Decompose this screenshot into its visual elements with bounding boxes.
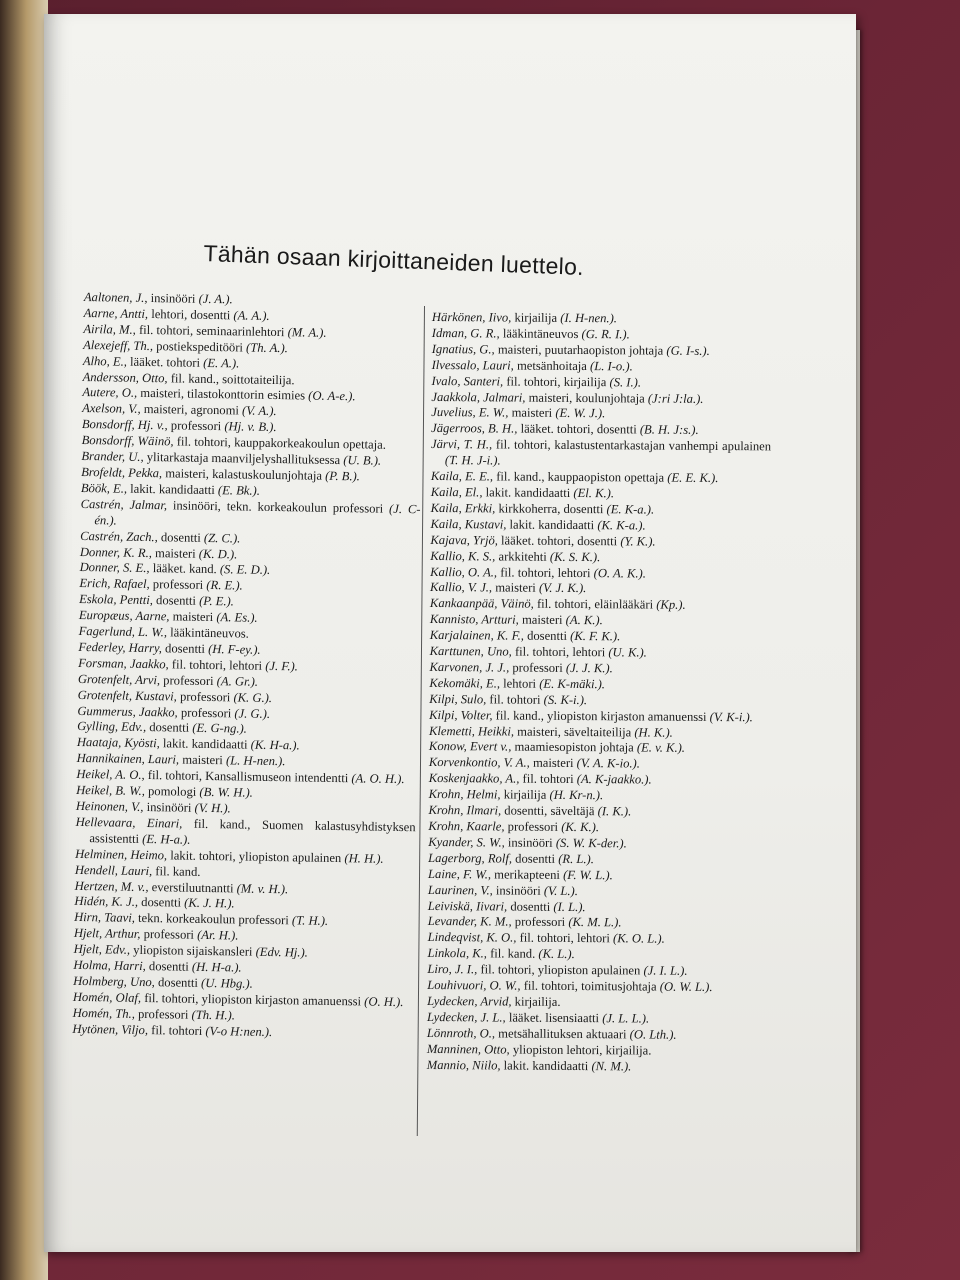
contributor-title: yliopiston sijaiskansleri: [129, 942, 256, 959]
contributor-name: Brander, U.,: [81, 449, 144, 465]
contributor-title: dosentti, säveltäjä: [501, 803, 598, 819]
contributor-name: Lagerborg, Rolf,: [428, 850, 513, 866]
contributor-title: maisteri: [518, 612, 566, 628]
contributor-name: Erich, Rafael,: [79, 576, 150, 592]
contributor-title: lääket. tohtori, dosentti: [497, 533, 621, 549]
contributor-abbreviation: (V-o H:nen.).: [205, 1023, 273, 1039]
contributor-abbreviation: (Th. H.).: [191, 1007, 236, 1023]
contributor-abbreviation: (E. H-a.).: [142, 831, 191, 847]
contributor-title: professori: [167, 418, 225, 434]
contributor-abbreviation: (K. H-a.).: [250, 738, 300, 753]
contributor-abbreviation: (V. K-i.).: [709, 709, 753, 724]
contributor-abbreviation: (U. K.).: [608, 645, 647, 660]
contributor-title: fil. kand., soittotaiteilija.: [167, 370, 295, 387]
contributor-abbreviation: (Edv. Hj.).: [255, 944, 308, 960]
contributor-name: Federley, Harry,: [78, 639, 163, 656]
contributor-name: Kilpi, Sulo,: [429, 691, 487, 707]
contributor-name: Kallio, K. S.,: [430, 548, 496, 564]
contributor-title: kirjailija.: [511, 994, 561, 1009]
contributors-list-left: [72, 290, 424, 1043]
contributor-title: dosentti: [145, 959, 193, 974]
contributor-name: Kallio, O. A.,: [430, 564, 498, 579]
contributor-title: fil. kand.: [152, 863, 201, 879]
contributor-title: dosentti: [157, 529, 205, 545]
contributor-name: Karttunen, Uno,: [429, 644, 512, 659]
contributor-name: Kilpi, Volter,: [429, 707, 493, 723]
contributor-name: Hidén, K. J.,: [74, 894, 139, 910]
contributor-abbreviation: (A. K.).: [565, 613, 603, 628]
contributor-title: kirjailija: [511, 310, 561, 325]
contributor-title: fil. kand., Suomen kalastusyhdistyksen assistentti: [89, 816, 416, 846]
contributor-title: metsähallituksen aktuaari: [495, 1026, 630, 1042]
contributor-title: maamiesopiston johtaja: [511, 740, 637, 755]
contributor-name: Hytönen, Viljo,: [72, 1021, 149, 1037]
contributor-abbreviation: (J. G.).: [234, 705, 271, 721]
contributor-abbreviation: (J. A.).: [198, 291, 233, 307]
contributor-title: lääkintäneuvos.: [166, 625, 249, 641]
contributor-name: Heikel, B. W.,: [76, 783, 146, 799]
contributor-name: Gylling, Edv.,: [77, 719, 147, 735]
contributor-abbreviation: (E. K-a.).: [606, 502, 655, 517]
contributor-abbreviation: (K. J. H.).: [184, 896, 235, 911]
contributor-title: maisteri: [169, 609, 217, 625]
contributor-abbreviation: (Ar. H.).: [197, 928, 239, 943]
contributor-name: Laurinen, V.,: [427, 882, 493, 898]
contributor-name: Lönnroth, O.,: [426, 1025, 496, 1041]
contributor-title: maisteri, tilastokonttorin esimies: [137, 386, 309, 403]
contributor-title: fil. tohtori, lehtori: [511, 644, 609, 660]
contributor-title: fil. tohtori, Kansallismuseon intendentti: [144, 768, 352, 786]
contributor-abbreviation: (Th. A.).: [246, 340, 288, 355]
contributor-abbreviation: (O. A-e.).: [308, 388, 356, 404]
contributor-name: Aarne, Antti,: [83, 305, 149, 321]
contributor-abbreviation: (A. O. H.).: [351, 771, 405, 787]
contributor-name: Alexejeff, Th.,: [83, 337, 154, 353]
contributor-abbreviation: (El. K.).: [573, 485, 615, 501]
contributor-title: fil. tohtori, lehtori: [497, 564, 594, 580]
contributor-name: Ignatius, G.,: [431, 341, 495, 357]
contributor-title: fil. tohtori: [486, 692, 544, 707]
contributor-title: professori: [140, 927, 198, 943]
contributor-name: Kaila, Kustavi,: [430, 516, 507, 532]
contributor-abbreviation: (J. J. K.).: [565, 660, 613, 676]
contributor-title: professori: [134, 1006, 192, 1022]
contributor-title: insinööri, tekn. korkeakoulun professori: [166, 498, 390, 516]
contributor-title: fil. tohtori, kalastustentarkastajan vanhempi apulainen: [492, 437, 772, 454]
contributor-title: lakit. kandidaatti: [506, 517, 598, 532]
contributor-name: Karvonen, J. J.,: [429, 659, 510, 675]
contributor-title: maisteri, kalastuskoulunjohtaja: [162, 466, 326, 483]
contributor-abbreviation: (Z. C.).: [203, 530, 241, 546]
contributor-abbreviation: (H. F-ey.).: [208, 641, 261, 657]
contributor-title: insinööri: [492, 883, 544, 898]
contributor-abbreviation: (O. W. L.).: [659, 979, 713, 995]
contributors-list-right: [427, 310, 772, 1076]
contributor-title: dosentti: [137, 895, 185, 911]
contributor-name: Kannisto, Artturi,: [429, 612, 519, 627]
contributor-abbreviation: (K. M. L.).: [568, 915, 622, 930]
contributor-title: everstiluutnantti: [148, 879, 237, 896]
contributor-name: Kaila, El.,: [430, 484, 483, 500]
contributor-title: lakit. kandidaatti: [159, 736, 251, 753]
contributor-abbreviation: (E. K-mäki.).: [539, 676, 606, 692]
contributor-abbreviation: (E. A.).: [203, 355, 240, 371]
contributor-abbreviation: (A. A.).: [233, 308, 270, 323]
contributor-title: professori: [159, 672, 217, 688]
contributor-name: Karjalainen, K. F.,: [429, 628, 525, 643]
contributor-name: Manninen, Otto,: [426, 1041, 510, 1057]
contributor-name: Ilvessalo, Lauri,: [431, 357, 514, 373]
contributor-abbreviation: (F. W. L.).: [563, 867, 613, 882]
contributor-name: Härkönen, Iivo,: [431, 310, 512, 325]
contributor-title: lääket. lisensiaatti: [505, 1010, 603, 1026]
contributor-abbreviation: (E. G-ng.).: [192, 721, 247, 737]
contributor-title: maisteri: [179, 752, 227, 768]
contributor-name: Bonsdorff, Wäinö,: [81, 433, 174, 449]
contributor-title: yliopiston lehtori, kirjailija.: [509, 1042, 652, 1058]
contributor-title: maisteri, koulunjohtaja: [525, 390, 648, 406]
contributor-title: maisteri: [151, 545, 199, 561]
contributor-name: Helminen, Heimo,: [75, 846, 168, 863]
contributor-title: lehtori, dosentti: [148, 306, 234, 323]
contributor-name: Hjelt, Edv.,: [73, 942, 131, 957]
contributor-abbreviation: (V. J. K.).: [538, 581, 587, 596]
contributor-title: , insinööri: [144, 290, 199, 306]
contributor-abbreviation: (A. Es.).: [216, 610, 258, 625]
contributor-title: arkkitehti: [495, 549, 550, 564]
contributor-name: Andersson, Otto,: [82, 369, 168, 385]
contributor-name: Levander, K. M.,: [427, 914, 512, 930]
contributor-name: Kankaanpää, Väinö,: [429, 596, 534, 612]
contributor-name: Autere, O.,: [82, 385, 138, 401]
contributor-title: maisteri, säveltaiteilija: [513, 724, 635, 739]
contributor-title: insinööri: [504, 835, 556, 850]
contributor-name: Airila, M.,: [83, 321, 136, 337]
contributor-title: lääkintäneuvos: [499, 326, 582, 341]
contributor-abbreviation: (J. C-én.).: [94, 501, 421, 528]
contributor-name: Holma, Harri,: [73, 957, 146, 974]
contributor-title: professori: [504, 819, 562, 834]
contributor-title: professori: [149, 577, 207, 593]
contributor-name: Castrén, Jalmar,: [80, 496, 168, 513]
contributor-name: Holmberg, Uno,: [73, 973, 155, 990]
contributor-title: fil. tohtori, lehtori: [516, 930, 614, 946]
contributor-abbreviation: (A. K-jaakko.).: [576, 772, 652, 787]
contributor-name: Grotenfelt, Arvi,: [77, 671, 161, 687]
contributor-abbreviation: (J. I. L.).: [643, 963, 688, 978]
contributor-title: fil. tohtori, lehtori: [168, 657, 266, 673]
contributor-name: Lydecken, Arvid,: [427, 993, 512, 1009]
contributor-abbreviation: (E. Bk.).: [217, 483, 261, 498]
contributor-name: Castrén, Zach.,: [80, 528, 158, 544]
contributor-name: Koskenjaakko, A.,: [428, 771, 520, 786]
contributor-abbreviation: (H. K.).: [634, 724, 673, 740]
contributor-name: Hjelt, Arthur,: [73, 926, 141, 942]
contributor-name: Liro, J. I.,: [427, 962, 478, 977]
contributor-title: professori: [176, 689, 234, 705]
contributor-title: merikapteeni: [490, 867, 564, 882]
contributor-title: dosentti: [146, 720, 193, 736]
contributor-abbreviation: (J:ri J:la.).: [647, 391, 704, 406]
contributor-name: Gummerus, Jaakko,: [77, 703, 178, 720]
contributor-abbreviation: (S. W. K-der.).: [555, 835, 627, 851]
contributor-name: Louhivuori, O. W.,: [427, 978, 521, 993]
contributor-entry: [431, 437, 771, 471]
contributor-title: maisteri, agronomi: [140, 402, 243, 418]
contributor-abbreviation: (O. H.).: [364, 994, 404, 1009]
contributor-name: Ivalo, Santeri,: [431, 373, 504, 389]
contributor-title: insinööri: [143, 799, 195, 815]
contributor-name: Hannikainen, Lauri,: [76, 751, 180, 767]
contributor-abbreviation: (G. I-s.).: [666, 343, 710, 358]
contributor-abbreviation: (K. S. K.).: [549, 549, 601, 564]
contributor-name: Kallio, V. J.,: [430, 580, 493, 595]
contributor-abbreviation: (J. L. L.).: [602, 1011, 650, 1026]
contributor-title: fil. tohtori, kauppakorkeakoulun opettaja.: [173, 434, 387, 452]
contributor-abbreviation: (K. F. K.).: [570, 629, 621, 644]
contributor-name: Homén, Th.,: [72, 1005, 136, 1021]
contributor-abbreviation: (I. L.).: [553, 899, 586, 914]
contributor-title: professori: [177, 705, 235, 720]
contributor-title: pomologi: [144, 784, 200, 799]
contributor-name: Mannio, Niilo,: [426, 1057, 501, 1073]
contributor-entry: [75, 815, 415, 852]
contributor-abbreviation: (J. F.).: [265, 658, 299, 674]
contributor-name: Krohn, Ilmari,: [428, 803, 502, 818]
book-page: [44, 14, 856, 1252]
contributor-title: kirkkoherra, dosentti: [495, 501, 607, 517]
contributor-name: Laine, F. W.,: [428, 866, 492, 882]
contributor-name: Kyander, S. W.,: [428, 834, 505, 850]
contributor-abbreviation: (K. D.).: [198, 546, 238, 561]
contributor-name: Heinonen, V.,: [75, 798, 144, 814]
contributor-name: Brofeldt, Pekka,: [81, 464, 163, 481]
contributor-abbreviation: (E. v. K.).: [636, 740, 686, 756]
contributor-abbreviation: (O. Lth.).: [629, 1027, 677, 1042]
contributor-title: fil. tohtori, toimitusjohtaja: [520, 978, 660, 994]
contributor-title: ylitarkastaja maanviljelyshallituksessa: [143, 450, 344, 468]
contributor-name: Fagerlund, L. W.,: [78, 623, 168, 640]
contributor-name: Idman, G. R.,: [431, 325, 500, 341]
contributor-abbreviation: (S. E. D.).: [219, 562, 271, 578]
page-title: Tähän osaan kirjoittaneiden luettelo.: [203, 240, 585, 280]
contributor-name: Klemetti, Heikki,: [429, 723, 515, 739]
contributor-name: Hellevaara, Einari,: [75, 814, 183, 831]
contributor-title: lakit. kandidaatti: [482, 485, 574, 500]
contributor-abbreviation: (P. B.).: [325, 468, 360, 484]
contributor-abbreviation: (G. R. I.).: [581, 326, 630, 342]
contributor-name: Lydecken, J. L.,: [427, 1009, 506, 1025]
contributor-abbreviation: (P. E.).: [199, 594, 234, 609]
contributor-name: Donner, K. R.,: [79, 544, 153, 560]
contributor-name: Europæus, Aarne,: [78, 608, 170, 624]
contributor-abbreviation: (N. M.).: [591, 1058, 632, 1074]
contributor-title: dosentti: [523, 628, 571, 644]
contributor-name: Homén, Olaf,: [72, 989, 142, 1005]
contributor-title: dosentti: [152, 593, 200, 609]
contributor-abbreviation: (U. B.).: [343, 453, 382, 468]
contributor-name: Järvi, T. H.,: [431, 437, 493, 452]
contributor-title: fil. tohtori, kirjailija: [503, 374, 610, 389]
contributor-abbreviation: (Y. K.).: [620, 534, 656, 549]
contributor-title: maisteri: [492, 580, 540, 596]
contributor-title: maisteri, puutarhaopiston johtaja: [494, 342, 667, 358]
contributor-name: Eskola, Pentti,: [79, 592, 154, 608]
contributor-name: Linkola, K.,: [427, 946, 488, 961]
contributor-title: lakit. kandidaatti: [126, 481, 219, 498]
contributor-title: lehtori: [500, 676, 540, 691]
contributor-title: lääket. tohtori, dosentti: [517, 421, 640, 437]
contributor-abbreviation: (T. H.).: [291, 913, 329, 929]
contributor-abbreviation: (B. H. J:s.).: [639, 422, 699, 438]
contributor-abbreviation: (K. G.).: [233, 690, 273, 705]
contributor-name: Böök, E.,: [80, 480, 128, 496]
contributor-abbreviation: (V. A.).: [241, 403, 277, 419]
contributor-abbreviation: (Kp.).: [656, 597, 686, 613]
contributor-abbreviation: (V. A. K-io.).: [576, 756, 640, 771]
contributor-name: Leiviskä, Iivari,: [427, 898, 508, 914]
contributor-abbreviation: (H. H.).: [344, 850, 384, 866]
contributor-entry: [427, 1058, 767, 1076]
contributor-title: fil. tohtori: [147, 1022, 206, 1038]
contributor-name: Kaila, E. E.,: [430, 469, 494, 484]
contributor-title: lakit. kandidaatti: [500, 1058, 592, 1073]
contributor-abbreviation: (K. K.).: [561, 819, 600, 835]
contributor-abbreviation: (V. H.).: [194, 800, 231, 816]
contributor-name: Hirn, Taavi,: [74, 910, 136, 926]
contributor-title: lääket. tohtori: [126, 354, 204, 370]
contributor-name: Hendell, Lauri,: [74, 862, 153, 878]
contributor-title: lakit. tohtori, yliopiston apulainen: [167, 848, 345, 865]
contributor-name: Krohn, Helmi,: [428, 787, 501, 802]
contributor-title: dosentti: [154, 975, 202, 990]
contributor-name: Juvelius, E. W.,: [431, 405, 509, 420]
contributor-name: Konow, Evert v.,: [428, 739, 512, 755]
contributor-name: Haataja, Kyösti,: [76, 735, 160, 751]
contributor-abbreviation: (H. Kr-n.).: [549, 788, 604, 803]
contributor-name: Alho, E.,: [82, 353, 128, 369]
contributor-abbreviation: (K. L.).: [538, 947, 575, 962]
contributor-abbreviation: (E. W. J.).: [555, 406, 606, 421]
contributor-abbreviation: (I. H-nen.).: [560, 310, 618, 326]
contributor-title: professori: [509, 660, 566, 675]
contributor-abbreviation: (O. A. K.).: [593, 565, 646, 580]
contributor-abbreviation: (M. v. H.).: [236, 881, 289, 896]
contributor-title: fil. kand.: [486, 946, 539, 962]
contributor-title: fil. tohtori, yliopiston apulainen: [477, 962, 644, 978]
contributor-abbreviation: (Hj. v. B.).: [224, 419, 277, 435]
contributor-name: Kaila, Erkki,: [430, 500, 496, 516]
contributor-name: Donner, S. E.,: [79, 560, 150, 576]
contributor-name: Forsman, Jaakko,: [78, 655, 169, 672]
contributor-name: Grotenfelt, Kustavi,: [77, 687, 177, 704]
contributor-title: professori: [511, 915, 569, 930]
contributor-title: fil. tohtori, eläinlääkäri: [533, 597, 657, 612]
contributor-abbreviation: (T. H. J-i.).: [444, 453, 501, 468]
contributor-title: fil. kand., yliopiston kirjaston amanuenssi: [492, 708, 710, 724]
contributor-abbreviation: (R. E.).: [206, 578, 243, 593]
contributor-abbreviation: (H. H-a.).: [191, 959, 242, 975]
contributor-name: Korvenkontio, V. A.,: [428, 755, 530, 771]
contributor-abbreviation: (K. K-a.).: [597, 517, 646, 533]
contributor-name: Aaltonen, J.: [83, 290, 145, 305]
contributor-abbreviation: (K. O. L.).: [612, 931, 665, 946]
contributor-name: Hertzen, M. v.,: [74, 878, 149, 894]
contributor-abbreviation: (E. E. K.).: [667, 470, 719, 486]
contributor-name: Kekomäki, E.,: [429, 675, 501, 691]
contributor-title: dosentti: [161, 641, 209, 656]
contributor-name: Bonsdorff, Hj. v.,: [81, 417, 168, 433]
contributor-abbreviation: (L. H-nen.).: [225, 753, 286, 769]
contributor-name: Heikel, A. O.,: [76, 767, 145, 783]
contributor-abbreviation: (U. Hbg.).: [200, 975, 253, 991]
contributor-title: tekn. korkeakoulun professori: [134, 911, 293, 928]
contributor-title: maisteri: [529, 756, 577, 771]
contributor-title: kirjailija: [500, 787, 550, 803]
contributor-title: fil. tohtori, yliopiston kirjaston amanuenssi: [140, 990, 365, 1009]
contributor-name: Kajava, Yrjö,: [430, 532, 498, 548]
contributor-title: fil. kand., kauppaopiston opettaja: [493, 469, 668, 485]
contributor-title: dosentti: [511, 851, 559, 866]
contributor-abbreviation: (A. Gr.).: [216, 673, 259, 689]
contributor-entry: [80, 497, 420, 534]
contributor-abbreviation: (S. K-i.).: [543, 692, 588, 707]
contributor-title: lääket. kand.: [149, 561, 221, 577]
contributor-abbreviation: (L. I-o.).: [590, 358, 633, 374]
contributor-title: fil. tohtori: [519, 771, 577, 787]
book-binding-edge: [0, 0, 48, 1280]
contributor-abbreviation: (M. A.).: [287, 325, 327, 340]
contributor-abbreviation: (I. K.).: [597, 804, 632, 819]
contributor-name: Axelson, V.,: [82, 401, 141, 417]
contributor-title: maisteri: [508, 405, 556, 421]
contributor-name: Lindeqvist, K. O.,: [427, 930, 517, 945]
contributor-title: dosentti: [507, 899, 554, 914]
contributor-abbreviation: (B. W. H.).: [199, 784, 253, 800]
contributor-abbreviation: (S. I.).: [609, 374, 642, 390]
contributor-abbreviation: (R. L.).: [558, 851, 594, 866]
contributor-name: Krohn, Kaarle,: [428, 818, 505, 834]
contributor-abbreviation: (V. L.).: [543, 883, 578, 898]
contributor-title: fil. tohtori, seminaarinlehtori: [135, 322, 288, 340]
contributor-name: Jägerroos, B. H.,: [431, 421, 518, 436]
contributor-title: postiekspeditööri: [152, 338, 247, 355]
contributor-title: metsänhoitaja: [513, 358, 591, 373]
contributor-name: Jaakkola, Jalmari,: [431, 389, 526, 405]
